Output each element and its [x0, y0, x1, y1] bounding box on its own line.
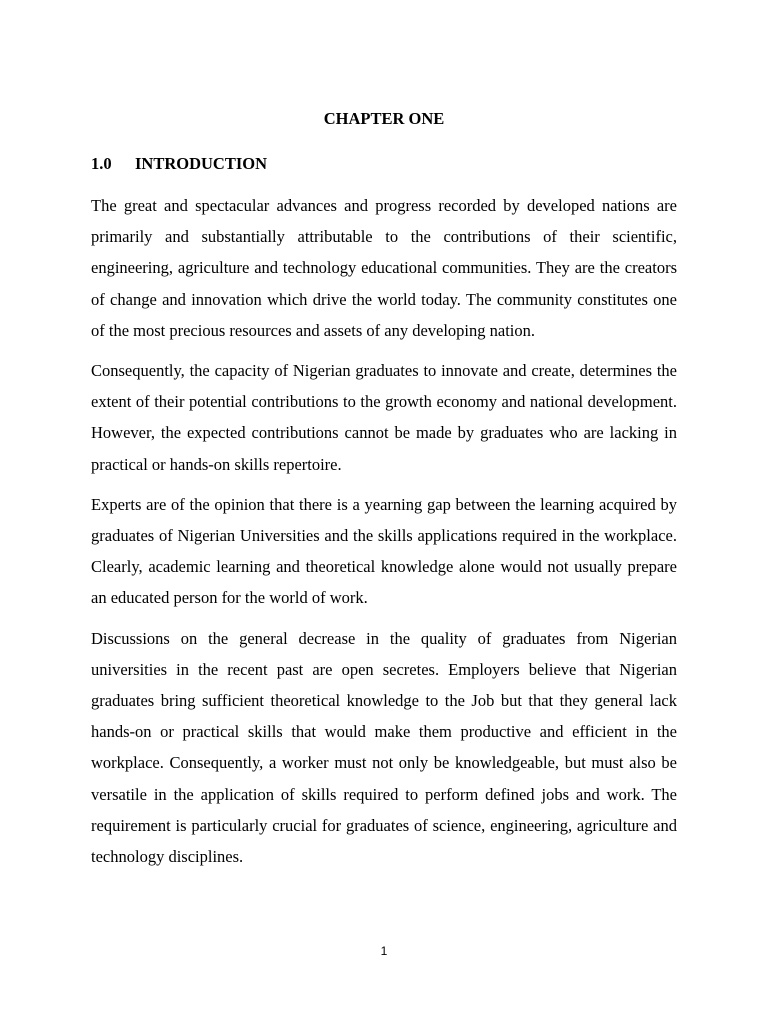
paragraph-2: Consequently, the capacity of Nigerian graduates to innovate and create, determines the extent of their potential contributions to the growth economy and national development. However, the expected contributions cannot be made by graduates who are lacking in practical or hands-on skills repertoire. — [91, 361, 677, 474]
chapter-title: CHAPTER ONE — [323, 109, 445, 128]
paragraph-3: Experts are of the opinion that there is a yearning gap between the learning acquired by graduates of Nigerian Universities and the skills applications required in the workplace. Clearly, academic learning and theoretical knowledge alone would not usually prepare an educated person for the world of work. — [91, 494, 677, 608]
paragraph-4: Discussions on the general decrease in the quality of graduates from Nigerian universities in the recent past are open secretes. Employers believe that Nigerian graduates bring sufficient theoretical knowledge to the Job but that they general lack hands-on or practical skills that would make them productive and efficient in the workplace. Consequently, a worker must not only be knowledgeable, but must also be versatile in the application of skills required to perform defined jobs and work. The requirement is particularly crucial for graduates of science, engineering, agriculture and technology disciplines. — [91, 628, 677, 867]
section-number: 1.0 — [91, 154, 112, 173]
paragraph-1: The great and spectacular advances and progress recorded by developed nations are primarily and substantially attributable to the contributions of their scientific, engineering, agriculture and technology educational communities. They are the creators of change and innovation which drive the world today. The community constitutes one of the most precious resources and assets of any developing nation. — [91, 196, 677, 340]
page-number: 1 — [380, 944, 388, 958]
body-text — [91, 190, 677, 881]
section-title: INTRODUCTION — [135, 154, 268, 173]
section-heading — [91, 153, 267, 175]
